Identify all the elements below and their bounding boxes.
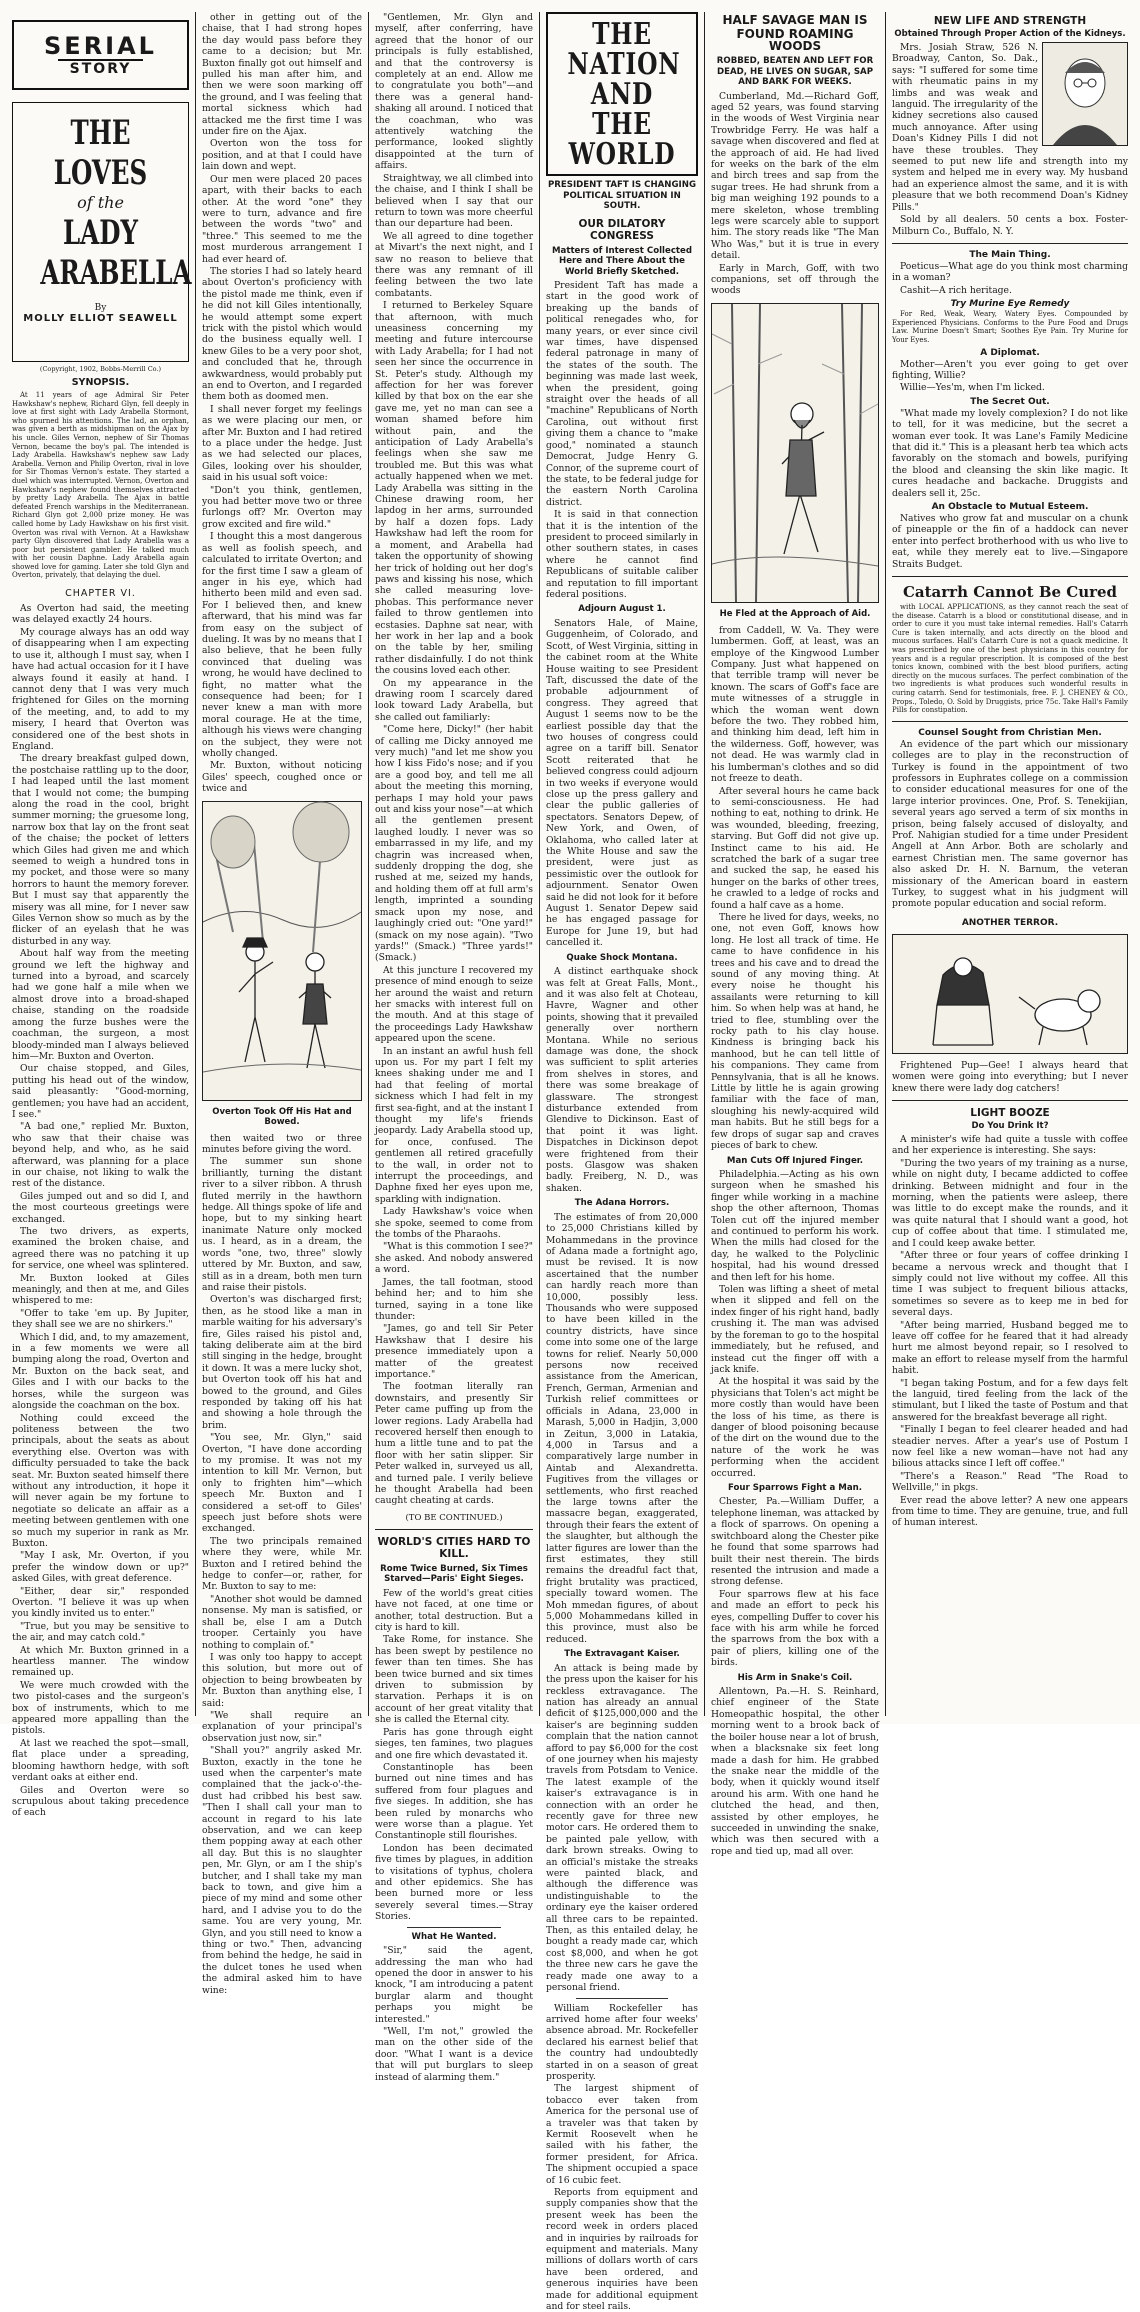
article-paragraph: Philadelphia.—Acting as his own surgeon when he smashed his finger while working in a machine shop the other afternoon, Thomas Tolen cut off the injured member and continued to perform his work. When the mills had closed for the day, he walked to the Polyclinic hospital, had his wound dressed and then left for his home. [711, 1169, 879, 1283]
story-paragraph: "Don't you think, gentlemen, you had better move two or three furlongs off? Mr. Overton may grow excited and fire wild." [202, 484, 362, 530]
story-paragraph: Giles jumped out and so did I, and the most courteous greetings were exchanged. [12, 1190, 189, 1225]
divider [892, 576, 1128, 577]
woods-illustration [711, 303, 879, 603]
ad-paragraph: "During the two years of my training as a nurse, while on night duty, I became addicted to coffee drinking. Between midnight and four in the morning, when the patients were asleep, there was little to do except make the rounds, and it was quite natural that I should want a good, hot cup of coffee about that time. I stimulated me, and I could keep awake better. [892, 1157, 1128, 1249]
ad-paragraph: Willie—Yes'm, when I'm licked. [900, 382, 1045, 394]
divider [892, 1100, 1128, 1101]
story-paragraph: We all agreed to dine together at Mivart's the next night, and I saw no reason to believe that there was any remnant of ill feeling between the two late combatants. [375, 230, 533, 299]
taft-subtitle: PRESIDENT TAFT IS CHANGING POLITICAL SITUATION IN SOUTH. [547, 180, 696, 211]
article-paragraph: Cumberland, Md.—Richard Goff, aged 52 years, was found starving in the woods of West Virginia near Trowbridge Ferry. He was half a savage when discovered and fled at the approach of aid. He had lived for weeks on the bark of the elm and birch trees and sap from the sugar trees. He had shrunk from a big man weighing 192 pounds to a mere skeleton, whose trembling legs were scarcely able to support him. The story reads like "The Man Who Was," but it is true in every detail. [711, 90, 879, 262]
divider [407, 1927, 502, 1928]
column-1 [8, 12, 193, 1819]
copyright-line: (Copyright, 1902, Bobbs-Merrill Co.) [39, 365, 162, 373]
story-paragraph: "A bad one," replied Mr. Buxton, who saw that their chaise was beyond help, and who, as he said afterward, was planning for a place in our chaise, not liking to walk the rest of the distance. [12, 1121, 189, 1190]
article-paragraph: Four sparrows flew at his face and made an effort to peck his eyes, compelling Duffer to cover his face with his arm while he forced the sparrows from the box with a pair of pliers, killing one of the birds. [711, 1588, 879, 1669]
story-paragraph: "Another shot would be damned nonsense. My man is satisfied, or shall be, else I am a Dutch trooper. Certainly you have nothing to complain of." [202, 1593, 362, 1651]
article-paragraph: from Caddell, W. Va. They were lumbermen. Goff, at least, was an employe of the Kingwood Lumber Company. Just what happened on that terrible tramp will never be known. The scars of Goff's face are mute witnesses of a struggle in which the woman went down before the two. They robbed him, and thinking him dead, left him in the wilderness. Goff, however, was not dead. He was warmly clad in his lumberman's clothes and so did not freeze to death. [711, 624, 879, 785]
adjourn-text: Senators Hale, of Maine, Guggenheim, of Colorado, and Scott, of West Virginia, sitting in the cabinet room at the White House waiting to see President Taft, discussed the date of the probable adjournment of congress. They agreed that August 1 seems now to be the earliest possible day that the two houses of congress could agree on a tariff bill. Senator Scott reiterated that he believed congress could adjourn in two weeks if everyone would close up the press gallery and clear the public galleries of spectators. Senators Depew, of New York, and Owen, of Oklahoma, who called later at the White House and saw the president, were just as pessimistic over the outlook for adjournment. Senator Owen said he did not look for it before August 1. Senator Depew said he has engaged passage for Europe for June 19, but had cancelled it. [546, 617, 698, 949]
story-paragraph: Lady Hawkshaw's voice when she spoke, seemed to come from the tombs of the Pharaohs. [375, 1206, 533, 1241]
serial-story-masthead [12, 20, 189, 90]
story-paragraph: Nothing could exceed the politeness between the two principals, about the seats as about everything else. Overton was with difficulty persuaded to take the back seat. Mr. Buxton seated himself there without any introduction, it hope it will never again be my fortune to negotiate so delicate an affair as a meeting between gentlemen with one so much my superior in rank as Mr. Buxton. [12, 1412, 189, 1549]
savage-subheading: ROBBED, BEATEN AND LEFT FOR DEAD, HE LIVES ON SUGAR, SAP AND BARK FOR WEEKS. [716, 56, 874, 87]
story-paragraph: Our men were placed 20 paces apart, with their backs to each other. At the word "one" they were to turn, advance and fire between the words "two" and "three." This seemed to me the most murderous arrangement I had ever heard of. [202, 173, 362, 265]
sparrows-body [711, 1496, 879, 1668]
article-paragraph: President Taft has made a start in the good work of breaking up the bands of political renegades who, for many years, or ever since civil war times, have dispensed federal patronage in many of the states of the south. The beginning was made last week, when the president, going straight over the heads of all "machine" Republicans of North Carolina, out without first giving them a chance to "make good," nominated a staunch Democrat, Judge Henry G. Connor, of the supreme court of the state, to be federal judge for the eastern North Carolina district. [546, 280, 698, 508]
kaiser-heading: The Extravagant Kaiser. [564, 1649, 680, 1660]
article-paragraph: Tolen was lifting a sheet of metal when it slipped and fell on the index finger of his right hand, badly crushing it. The man was advised by the foreman to go to the hospital immediately, but he refused, and instead cut the finger off with a jack knife. [711, 1284, 879, 1375]
taft-body [546, 280, 698, 600]
divider [576, 1998, 667, 1999]
story-paragraph: "Shall you?" angrily asked Mr. Buxton, exactly in the tone he used when the carpenter's mate complained that the jack-o'-the-dust had cribbed his best saw. "Then I shall call your man to account in regard to his late observation, and we can keep them popping away at each other all day. But this is no slaughter pen, Mr. Glyn, or am I the ship's butcher, and I shall take my man back to town, and give him a piece of my mind and some other hard, and I advise you to do the same. You are very young, Mr. Glyn, and you still need to know a thing or two." Then, advancing from behind the hedge, he said in the dulcet tones he used when the admiral asked him to have wine: [202, 1745, 362, 1996]
story-paragraph: As Overton had said, the meeting was delayed exactly 24 hours. [12, 603, 189, 626]
article-paragraph: At the hospital it was said by the physicians that Tolen's act might be more costly than would have been the loss of his time, as there is danger of blood poisoning because of the dirt on the wound due to the nature of the work he was performing when the accident occurred. [711, 1376, 879, 1479]
story-paragraph: The stories I had so lately heard about Overton's proficiency with the pistol made me think, even if he did not kill Giles intentionally, he would attempt some expert trick with the pistol which would do the business equally well. I knew Giles to be a very poor shot, and concluded that he, through awkwardness, would probably put an end to Overton, and I regarded them both as doomed men. [202, 265, 362, 403]
world-cities-subheading: Rome Twice Burned, Six Times Starved—Paris' Eight Sieges. [380, 1563, 528, 1585]
story-paragraph: James, the tall footman, stood behind her; and to him she turned, saying in a tone like thunder: [375, 1276, 533, 1322]
ad-paragraph: Sold by all dealers. 50 cents a box. Foster-Milburn Co., Buffalo, N. Y. [892, 214, 1128, 237]
story-paragraph: Giles and Overton were so scrupulous about taking precedence of each [12, 1784, 189, 1819]
column-rule [195, 12, 196, 1716]
savage-body [711, 91, 879, 297]
story-body-col2-top [202, 12, 362, 795]
column-rule [885, 12, 886, 1716]
chapter-heading: CHAPTER VI. [65, 588, 136, 600]
story-paragraph: The two drivers, as experts, examined the broken chaise, and agreed there was no patching it up for service, one wheel was splintered. [12, 1226, 189, 1272]
quake-heading: Quake Shock Montana. [566, 952, 678, 963]
synopsis-heading: SYNOPSIS. [71, 377, 130, 388]
duel-illustration [202, 801, 362, 1101]
story-paragraph: "Come here, Dicky!" (her habit of calling me Dicky annoyed me very much) "and let me show you how I kiss Fido's nose; and if you are a good boy, and tell me all about the meeting this morning, perhaps I may hold your paws out and kiss your nose"—at which all the gentlemen present laughed loudly. I never was so embarrassed in my life, and my chagrin was increased when, suddenly dropping the dog, she rushed at me, seized my hands, and holding them off at full arm's length, imprinted a sounding smack upon my nose, and laughingly cried out: "One yard!" (smack on my nose again). "Two yards!" (Smack.) "Three yards!" (Smack.) [375, 724, 533, 964]
terror-caption: Frightened Pup—Gee! I always heard that women were going into everything; but I never knew there were lady dog catchers! [892, 1059, 1128, 1094]
story-paragraph: My courage always has an odd way of disappearing when I am expecting to use it, although I must say, when I have had actual occasion for it I have always found it easily at hand. I cannot deny that I was very much frightened for Giles on the morning of the meeting, and, to add to my misery, I heard that Overton was considered one of the best shots in England. [12, 626, 189, 752]
article-paragraph: Take Rome, for instance. She has been swept by pestilence no fewer than ten times. She has been twice burned and six times driven to submission by starvation. Perhaps it is on account of her great vitality that she is called the Eternal city. [375, 1634, 533, 1726]
article-paragraph: Paris has gone through eight sieges, ten famines, two plagues and one fire which devastated it. [375, 1726, 533, 1761]
nation-world-title-2: THE WORLD [568, 107, 676, 172]
sparrows-heading: Four Sparrows Fight a Man. [727, 1482, 863, 1493]
story-paragraph: At this juncture I recovered my presence of mind enough to seize her around the waist and return her smacks with interest full on the mouth. And at this stage of the proceedings Lady Hawkshaw appeared upon the scene. [375, 964, 533, 1045]
rockefeller-text: William Rockefeller has arrived home after four weeks' absence abroad. Mr. Rockefeller declared his earnest belief that the country had undoubtedly started in on a season of great prosperity. [546, 2002, 698, 2082]
story-paragraph: other in getting out of the chaise, that I had strong hopes the day would pass before they came to a decision; but Mr. Buxton finally got out himself and pulled his man after him, and then we were soon marking off the ground, and I was feeling that mortal sickness which had attacked me the first time I was under fire on the Ajax. [202, 12, 362, 138]
savage-heading-2: FOUND ROAMING WOODS [736, 27, 854, 53]
story-paragraph: "Either, dear sir," responded Overton. "I believe it was up when you kindly invited us to enter." [12, 1585, 189, 1620]
story-paragraph: At last we reached the spot—small, flat place under a spreading, blooming hawthorn hedge, with soft verdant oaks at either end. [12, 1737, 189, 1784]
story-paragraph: Mr. Buxton, without noticing Giles' speech, coughed once or twice and [202, 760, 362, 795]
snake-heading: His Arm in Snake's Coil. [737, 1672, 853, 1683]
title-of: of the [77, 193, 124, 212]
story-paragraph: I shall never forget my feelings as we were placing our men, or after Mr. Buxton and I had retired to a place under the hedge. Just as we had selected our places, Giles, looking over his shoulder, said in his usual soft voice: [202, 403, 362, 484]
story-paragraph: The dreary breakfast gulped down, the postchaise rattling up to the door, I had leaped until the last moment that I would not come; the bumping along the road in the cool, bright summer morning; the gruesome long, narrow box that lay on the front seat of the chaise; the pocket of letters which Giles had given me and which seemed to weigh a hundred tons in my pocket, and those were so many horrors to haunt the memory forever. But I must say that apparently the misery was all mine, for I never saw Giles Vernon show so much as by the flicker of an eyelash that he was disturbed in any way. [12, 753, 189, 947]
column-rule [368, 12, 369, 1716]
article-paragraph: Constantinople has been burned out nine times and has suffered from four plagues and five sieges. In addition, she has been ruled by monarchs who were worse than a plague. Yet Constantinople still flourishes. [375, 1761, 533, 1842]
story-paragraph: The two principals remained where they were, while Mr. Buxton and I retired behind the hedge to confer—or, rather, for Mr. Buxton to say to me: [202, 1535, 362, 1593]
story-body-col2-bottom [202, 1133, 362, 1996]
ad-paragraph: "There's a Reason." Read "The Road to Wellville," in pkgs. [892, 1470, 1128, 1494]
title-line-3: ARABELLA [40, 253, 192, 293]
ad-paragraph: "I began taking Postum, and for a few days felt the languid, tired feeling from the lack of the stimulant, but I liked the taste of Postum and that answered for the breakfast beverage all right. [892, 1377, 1128, 1423]
story-paragraph: "What is this commotion I see?" she asked. And nobody answered a word. [375, 1241, 533, 1276]
diplomat-heading: A Diplomat. [980, 347, 1040, 358]
story-body-col3 [375, 12, 533, 1507]
duel-caption: Overton Took Off His Hat and Bowed. [212, 1106, 352, 1127]
nation-world-title-1: THE NATION AND [567, 17, 681, 112]
murine-text: For Red, Weak, Weary, Watery Eyes. Compounded by Experienced Physicians. Conforms to the Pure Food and Drugs Law. Murine Doesn't Smart; Soothes Eye Pain. Try Murine for Your Eyes. [892, 310, 1128, 344]
serial-label: SERIAL [44, 32, 157, 60]
terror-drawing [893, 935, 1127, 1053]
story-paragraph: In an instant an awful hush fell upon us. For my part I felt my knees shaking under me and I had that feeling of mortal sickness which I had felt in my first sea-fight, and at the instant I thought my life's friends jeopardy. Lady Arabella stood up, for once, confused. The gentlemen all retired gracefully to the wall, in order not to interrupt the proceedings, and Daphne fixed her eyes upon me, sparkling with indignation. [375, 1045, 533, 1205]
story-paragraph: On my appearance in the drawing room I scarcely dared look toward Lady Arabella, but she called out familiarly: [375, 677, 533, 723]
terror-illustration [892, 934, 1128, 1054]
story-paragraph: "James, go and tell Sir Peter Hawkshaw that I desire his presence immediately upon a matter of the greatest importance." [375, 1323, 533, 1380]
story-paragraph: The summer sun shone brilliantly, turning the distant river to a silver ribbon. A thrush fluted merrily in the hawthorn hedge. All things spoke of life and hope, but to my sinking heart inanimate Nature only mocked us. I heard, as in a dream, the words "one, two, three" slowly uttered by Mr. Buxton, and saw, still as in a dream, both men turn and raise their pistols. [202, 1156, 362, 1293]
ad-paragraph: Ever read the above letter? A new one appears from time to time. They are genuine, true, and full of human interest. [892, 1494, 1128, 1529]
story-paragraph: "You see, Mr. Glyn," said Overton, "I have done according to my promise. It was not my intention to kill Mr. Vernon, but only to frighten him"—which speech Mr. Buxton and I considered a set-off to Giles' speech just before shots were exchanged. [202, 1432, 362, 1535]
story-paragraph: Overton won the toss for position, and at that I could have lain down and wept. [202, 138, 362, 173]
newlife-subheading: Obtained Through Proper Action of the Kidneys. [894, 29, 1126, 39]
story-paragraph: Straightway, we all climbed into the chaise, and I think I shall be believed when I say that our return to town was more cheerful than our departure had been. [375, 172, 533, 230]
booze-heading: LIGHT BOOZE [970, 1107, 1050, 1120]
story-paragraph: At which Mr. Buxton grinned in a heartless manner. The window remained up. [12, 1644, 189, 1679]
world-cities-heading: WORLD'S CITIES HARD TO KILL. [377, 1535, 531, 1560]
title-line-2: LADY [63, 213, 138, 253]
diplomat-body [892, 359, 1128, 394]
ad-paragraph: Mother—Aren't you ever going to get over fighting, Willie? [892, 358, 1128, 381]
column-rule [539, 12, 540, 1716]
article-paragraph: After several hours he came back to semi-consciousness. He had nothing to eat, nothing to drink. He was wounded, bleeding, freezing, starving. But Goff did not give up. Instinct came to his aid. He scratched the bark of a sugar tree and sucked the sap, he eased his hunger on the barks of other trees, he crawled to a ledge of rocks and found a half cave as a home. [711, 785, 879, 911]
column-3 [371, 12, 537, 2083]
ad-paragraph: "Finally I began to feel clearer headed and had steadier nerves. After a year's use of Postum I now feel like a new woman—have not had any bilious attacks since I left off coffee." [892, 1424, 1128, 1470]
title-line-1: THE LOVES [53, 113, 148, 193]
nation-world-masthead [546, 12, 698, 176]
story-paragraph: "Offer to take 'em up. By Jupiter, they shall see we are no shirkers." [12, 1307, 189, 1331]
story-paragraph: Overton's was discharged first; then, as he stood like a man in marble waiting for his adversary's fire, Giles raised his pistol and, taking deliberate aim at the bird still singing in the hedge, brought it down. It was a mere lucky shot, but Overton took off his hat and bowed to the ground, and Giles responded by taking off his hat and showing a hole through the brim. [202, 1294, 362, 1431]
story-paragraph: "True, but you may be sensitive to the air, and may catch cold." [12, 1620, 189, 1644]
obstacle-text: Natives who grow fat and muscular on a chunk of pineapple or the fin of a haddock can never enter into perfect brotherhood with us who live to eat, while they merely eat to live.—Singapore Straits Budget. [892, 512, 1128, 570]
catarrh-heading: Catarrh Cannot Be Cured [902, 583, 1118, 601]
ad-paragraph: Cashit—A rich heritage. [900, 284, 1012, 296]
story-paragraph: Mr. Buxton looked at Giles meaningly, and then at me, and Giles whispered to me: [12, 1272, 189, 1307]
column-6 [888, 12, 1132, 1716]
story-paragraph: Which I did, and, to my amazement, in a few moments we were all bumping along the road, Overton and Mr. Buxton on the back seat, and Giles and I with our backs to the horses, while the surgeon was alongside the coachman on the box. [12, 1331, 189, 1412]
byline-by: By [94, 303, 107, 313]
story-paragraph: The footman literally ran downstairs, and presently Sir Peter came puffing up from the lower regions. Lady Arabella had recovered herself then enough to hum a little tune and to pat the floor with her satin slipper. Sir Peter walked in, surveyed us all, and turned pale. I verily believe he thought Arabella had been caught cheating at cards. [375, 1381, 533, 1507]
counsel-text: An evidence of the part which our missionary colleges are to play in the reconstruction of Turkey is found in the appointment of two professors in Euphrates college on a commission to consider educational measures for one of the large interior provinces. One, Prof. S. Tenekijian, several years ago served a term of six months in prison, being falsely accused of disloyalty, and Prof. Nahigian studied for a time under President Angell at Ann Arbor. Both are scholarly and earnest Christian men. The same governor has also asked Dr. H. N. Barnum, the veteran missionary of the American board in eastern Turkey, to suggest what in his judgment will promote popular education and social reform. [892, 738, 1128, 910]
murine-heading: Try Murine Eye Remedy [950, 299, 1070, 310]
story-paragraph: "May I ask, Mr. Overton, if you prefer the window down or up?" asked Giles, with great deference. [12, 1550, 189, 1585]
kaiser-text: An attack is being made by the press upon the kaiser for his reckless extravagance. The nation has already an annual deficit of $125,000,000 and the kaiser's are beginning sudden complain that the nation cannot afford to pay $6,000 for the cost of one journey when his majesty travels from Potsdam to Venice. The latest example of the kaiser's extravagance is in connection with an order he recently gave for three new motor cars. He ordered them to be painted pale yellow, with dark brown streaks. Owing to an official's mistake the streaks were painted black, and although the difference was undistinguishable to the ordinary eye the kaiser ordered all three cars to be repainted. Then, as this entailed delay, he bought a ready made car, which cost $8,000, and when he got the three new cars he gave the ready made one away to a personal friend. [546, 1662, 698, 1994]
article-paragraph: Chester, Pa.—William Duffer, a telephone lineman, was attacked by a flock of sparrows. On opening a switchboard along the Chester pike he found that some sparrows had built their nest therein. The birds resented the intrusion and made a strong defense. [711, 1496, 879, 1588]
tobacco-text: The largest shipment of tobacco ever taken from America for the personal use of a traveler was that taken by Kermit Roosevelt when he sailed with his father, the former president, for Africa. The shipment occupied a space of 16 cubic feet. [546, 2083, 698, 2186]
quake-text: A distinct earthquake shock was felt at Great Falls, Mont., and it was also felt at Choteau, Havre, Wagner and other points, showing that it prevailed generally over northern Montana. While no serious damage was done, the shock was sufficient to split arteries from shelves in stores, and there was some breakage of glassware. The strongest disturbance extended from Glendive to Dickinson. East of that point it was light. Dispatches in Dickinson depot were frightened from their posts. Glasgow was shaken badly. Freiberg, N. D., was shaken. [546, 966, 698, 1194]
story-body-col1 [12, 603, 189, 1819]
wanted-body [375, 1945, 533, 2083]
story-paragraph: Our chaise stopped, and Giles, putting his head out of the window, said pleasantly: "Good-morning, gentlemen; you have had an accident, I see." [12, 1063, 189, 1120]
snake-text: Allentown, Pa.—H. S. Reinhard, chief engineer of the State Homeopathic hospital, the other morning went to a brook back of the boiler house near a lot of brush, when a blacksnake six feet long made a dash for him. He grabbed the snake near the middle of the body, when it quickly wound itself around his arm. With one hand he clutched the head, and then, assisted by other employes, he succeeded in unwinding the snake, which was then secured with a rope and tied up, mad all over. [711, 1686, 879, 1857]
counsel-heading: Counsel Sought from Christian Men. [918, 727, 1102, 738]
adana-text: The estimates of from 20,000 to 25,000 Christians killed by Mohammedans in the province of Adana made a fortnight ago, must be revised. It is now ascertained that the number can hardly reach more than 10,000, possibly less. Thousands who were supposed to have been killed in the country districts, have since come into some one of the large towns for relief. Nearly 50,000 persons now received assistance from the American, French, German, Armenian and Turkish relief committees or officials in Adana, 23,000 in Marash, 5,000 in Hadjin, 3,000 in Zeitun, 3,000 in Latakia, 4,000 in Tarsus and a comparatively large number in Aintab and Alexandretta. Fugitives from the villages or settlements, who first reached the large towns after the massacre began, exaggerated, through their fears the extent of the slaughter, but although the latter figures are lower than the first estimates, they still remains the dreadful fact that, fright brutality was practiced, specially toward women. The Moh mmedan figures, of about 5,000 Mohammedans killed in this province, must also be reduced. [546, 1211, 698, 1645]
duel-drawing [203, 802, 361, 1100]
synopsis-text: At 11 years of age Admiral Sir Peter Hawkshaw's nephew, Richard Glyn, fell deeply in love at first sight with Lady Arabella Stormont, who spurned his attentions. The lad, an orphan, was given a berth as midshipman on the Ajax by his uncle. Giles Vernon, nephew of Sir Thomas Vernon, became the boy's pal. The intended is Lady Arabella. Hawkshaw's nephew saw Lady Arabella. Vernon and Philip Overton, rival in love for Sir Thomas Vernon's estate. They started a duel which was interrupted. Vernon, Overton and Hawkshaw's nephew found themselves attracted by pretty Lady Arabella. The Ajax in battle defeated French warships in the Mediterranean. Richard Glyn got 2,000 prize money. He was called home by Lady Hawkshaw on his first visit. Overton was rival with Vernon. At a Hawkshaw party Glyn discovered that Lady Arabella was a poor but persistent gambler. He talked much with her cousin Daphne. Lady Arabella again showed love for gaming. Later she told Glyn and Overton, privately, that delaying the duel. [12, 391, 189, 580]
wanted-heading: What He Wanted. [411, 1931, 497, 1942]
world-cities-body [375, 1588, 533, 1923]
story-paragraph: then waited two or three minutes before giving the word. [202, 1132, 362, 1156]
finger-heading: Man Cuts Off Injured Finger. [726, 1155, 864, 1166]
equipment-text: Reports from equipment and supply companies show that the present week has been the record week in orders placed and in inquiries by railroads for equipment and materials. Many millions of dollars worth of cars have been ordered, and generous inquiries have been made for additional equipment and for steel rails. [546, 2187, 698, 2312]
ad-paragraph: "After three or four years of coffee drinking I became a nervous wreck and thought that I simply could not live without my coffee. All this time I was subject to frequent bilious attacks, sometimes so severe as to keep me in bed for several days. [892, 1250, 1128, 1319]
obstacle-heading: An Obstacle to Mutual Esteem. [931, 501, 1089, 512]
mainthing-body [892, 261, 1128, 296]
portrait-image [1042, 42, 1128, 146]
booze-body [892, 1134, 1128, 1529]
story-paragraph: "Gentlemen, Mr. Glyn and myself, after conferring, have agreed that the honor of our principals is fully established, and that the controversy is completely at an end. Allow me to congratulate you both"—and there was a general hand-shaking all around. I noticed that the coachman, who was attentively watching the performance, looked slightly disappointed at the turn of affairs. [375, 12, 533, 172]
secret-heading: The Secret Out. [970, 396, 1050, 407]
author-name: MOLLY ELLIOT SEAWELL [23, 313, 178, 324]
ad-paragraph: Mrs. Josiah Straw, 526 N. Broadway, Canton, So. Dak., says: "I suffered for some time with rheumatic pains in my limbs and was weak and languid. The irregularity of the kidney secretions also caused much annoyance. After using Doan's Kidney Pills I did not have these troubles. They seemed to put new life and strength into my system and helped me in every way. My husband had an experience almost the same, and it is with pleasure that we both recommend Doan's Kidney Pills." [892, 42, 1128, 213]
terror-heading: ANOTHER TERROR. [961, 917, 1059, 928]
column-4 [542, 12, 702, 2312]
synopsis-block [12, 391, 189, 580]
portrait-drawing [1043, 43, 1127, 145]
dilatory-subheading: Matters of Interest Collected Here and There About the World Briefly Sketched. [551, 245, 693, 277]
story-paragraph: We were much crowded with the two pistol-cases and the surgeon's box of instruments, which to me appeared more appalling than the pistols. [12, 1679, 189, 1737]
divider [892, 243, 1128, 244]
article-paragraph: It is said in that connection that it is the intention of the president to proceed similarly in other southern states, in cases where he cannot find Republicans of suitable caliber and reputation to fill important federal positions. [546, 509, 698, 600]
dilatory-heading: OUR DILATORY CONGRESS [578, 217, 666, 242]
story-paragraph: I returned to Berkeley Square that afternoon, with much uneasiness concerning my meeting and future intercourse with Lady Arabella; for I had not seen her since the occurrence in St. Peter's study. Although my affection for her was forever killed by that box on the ear she gave me, yet no man can see a woman shamed before him without pain, and the anticipation of Lady Arabella's feelings when she saw me troubled me. But this was what actually happened when we met. Lady Arabella was sitting in the Chinese drawing room, her lapdog in her arms, surrounded by half a dozen fops. Lady Hawkshaw had left the room for a moment, and Arabella had taken the opportunity of showing her trick of holding out her dog's paws and kissing his nose, which she called measuring love-phobas. This performance never failed to throw gentlemen into ecstasies. Daphne sat near, with her work in her lap and a book on the table by her, smiling rather disdainfully. I do not think the cousins loved each other. [375, 300, 533, 677]
article-paragraph: "Sir," said the agent, addressing the man who had opened the door in answer to his knock, "I am introducing a patent burglar alarm and thought perhaps you might be interested." [375, 1945, 533, 2025]
adjourn-heading: Adjourn August 1. [578, 604, 666, 615]
catarrh-text: with LOCAL APPLICATIONS, as they cannot reach the seat of the disease. Catarrh is a blood or constitutional disease, and in order to cure it you must take internal remedies. Hall's Catarrh Cure is taken internally, and acts directly on the blood and mucous surfaces. Hall's Catarrh Cure is not a quack medicine. It was prescribed by one of the best physicians in this country for years and is a regular prescription. It is composed of the best tonics known, combined with the best blood purifiers, acting directly on the mucous surfaces. The perfect combination of the two ingredients is what produces such wonderful results in curing catarrh. Send for testimonials, free. F. J. CHENEY & CO., Props., Toledo, O. Sold by Druggists, price 75c. Take Hall's Family Pills for constipation. [892, 603, 1128, 715]
finger-body [711, 1169, 879, 1479]
to-be-continued: (TO BE CONTINUED.) [405, 1512, 503, 1523]
story-paragraph: "We shall require an explanation of your principal's observation just now, sir." [202, 1709, 362, 1744]
adana-heading: The Adana Horrors. [574, 1198, 670, 1209]
booze-subheading: Do You Drink It? [971, 1121, 1049, 1132]
article-paragraph: There he lived for days, weeks, no one, not even Goff, knows how long. He lost all track of time. He came to have confidence in his trees and his cave and to dread the sound of any moving thing. At every noise he thought his assailants were returning to kill him. So when help was at hand, he tried to flee, stumbling over the rocky path to his clay house. Kindness is bringing back his manhood, but he can tell little of his companions. They came from Pennsylvania, that is all he knows. Little by little he is again growing familiar with the face of man, sloughing his newly-acquired wild man habits. But he still begs for a few drops of sugar sap and craves pieces of bark to chew. [711, 911, 879, 1152]
woods-drawing [712, 304, 878, 602]
article-paragraph: Early in March, Goff, with two companions, set off through the woods [711, 262, 879, 297]
newlife-heading: NEW LIFE AND STRENGTH [933, 15, 1087, 27]
article-paragraph: London has been decimated five times by plagues, in addition to visitations of typhus, cholera and other epidemics. She has been burned more or less severely several times.—Stray Stories. [375, 1842, 533, 1923]
story-paragraph: About half way from the meeting ground we left the highway and turned into a byroad, and scarcely had we gone half a mile when we almost drove into a broad-shaped chaise, standing on the roadside among the furze bushes were the coachman, the surgeon, a most bloody-minded man I always believed him—Mr. Buxton and Overton. [12, 948, 189, 1062]
ad-paragraph: A minister's wife had quite a tussle with coffee and her experience is interesting. She says: [892, 1134, 1128, 1157]
column-2 [198, 12, 366, 1996]
ad-paragraph: Poeticus—What age do you think most charming in a woman? [892, 260, 1128, 284]
savage-heading-1: HALF SAVAGE MAN IS [722, 13, 868, 27]
mainthing-heading: The Main Thing. [969, 249, 1051, 260]
ad-paragraph: "After being married, Husband begged me to leave off coffee for he feared that it had already hurt me almost beyond repair, so I resolved to make an effort to release myself from the harmful habit. [892, 1319, 1128, 1377]
story-paragraph: I thought this a most dangerous as well as foolish speech, and calculated to irritate Overton; and for the first time I saw a gleam of anger in his eye, which had hitherto been mild and even sad. For I believed then, and knew afterward, that his mind was far from easy on the subject of dueling. It was by no means that I also believe, that he been fully convinced that dueling was wrong, he would have declined to fight, no matter what the consequence had been; for I never knew a man with more moral courage. He at the time, although his views were changing on the subject, they were not wholly changed. [202, 531, 362, 759]
story-title-box [12, 102, 192, 362]
divider [892, 721, 1128, 722]
column-5 [707, 12, 883, 1857]
savage-body-2 [711, 625, 879, 1152]
story-paragraph: I was only too happy to accept this solution, but more out of objection to being browbeaten by Mr. Buxton than anything else, I said: [202, 1651, 362, 1709]
woods-caption: He Fled at the Approach of Aid. [719, 608, 871, 619]
story-label: STORY [58, 59, 144, 77]
divider [375, 1529, 533, 1530]
article-paragraph: Few of the world's great cities have not faced, at one time or another, total destruction. But a city is hard to kill. [375, 1587, 533, 1634]
column-rule [704, 12, 705, 1716]
secret-text: "What made my lovely complexion? I do not like to tell, for it was medicine, but the secret a woman ever took. It was Lane's Family Medicine that did it." This is a pleasant herb tea which acts favorably on the stomach and bowels, purifying the blood and cleansing the skin like magic. It cures headache and backache. Druggists and dealers sell it, 25c. [892, 407, 1128, 499]
article-paragraph: "Well, I'm not," growled the man on the other side of the door. "What I want is a device that will put burglars to sleep instead of alarming them." [375, 2025, 533, 2083]
